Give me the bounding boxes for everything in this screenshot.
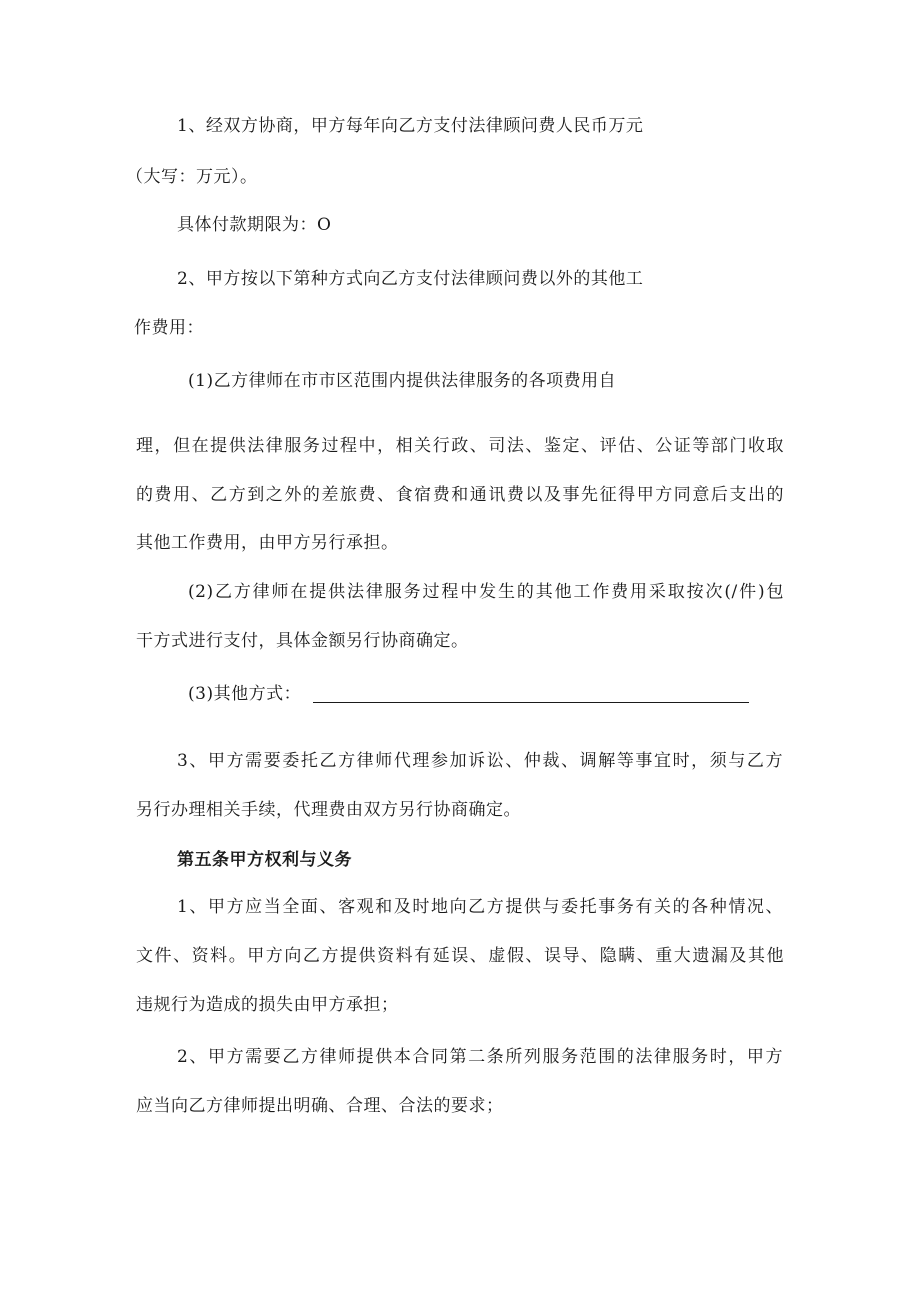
other-method-blank-line	[313, 702, 749, 703]
fee-item-2-line-2: 作费用：	[134, 318, 204, 338]
option-1-line-4: 其他工作费用，由甲方另行承担。	[136, 533, 399, 553]
option-1-line-3: 的费用、乙方到之外的差旅费、食宿费和通讯费以及事先征得甲方同意后支出的	[136, 485, 784, 505]
article-5-item-2-line-1: 2、甲方需要乙方律师提供本合同第二条所列服务范围的法律服务时，甲方	[177, 1047, 783, 1067]
option-1-line-2: 理，但在提供法律服务过程中，相关行政、司法、鉴定、评估、公证等部门收取	[136, 436, 784, 456]
article-5-item-1-line-3: 违规行为造成的损失由甲方承担；	[136, 995, 399, 1015]
article-5-item-1-line-2: 文件、资料。甲方向乙方提供资料有延误、虚假、误导、隐瞒、重大遗漏及其他	[136, 946, 784, 966]
option-2-line-2: 干方式进行支付，具体金额另行协商确定。	[136, 631, 469, 651]
option-2-line-1: (2)乙方律师在提供法律服务过程中发生的其他工作费用采取按次(/件)包	[188, 582, 784, 602]
payment-term: 具体付款期限为：O	[177, 215, 332, 235]
fee-item-2-line-1: 2、甲方按以下第种方式向乙方支付法律顾问费以外的其他工	[177, 269, 644, 289]
fee-item-3-line-2: 另行办理相关手续，代理费由双方另行协商确定。	[136, 800, 521, 820]
article-5-item-2-line-2: 应当向乙方律师提出明确、合理、合法的要求；	[136, 1096, 504, 1116]
article-5-heading: 第五条甲方权利与义务	[177, 850, 352, 870]
fee-item-1-line-2: （大写：万元）。	[126, 167, 258, 187]
fee-item-1-line-1: 1、经双方协商，甲方每年向乙方支付法律顾问费人民币万元	[177, 116, 644, 136]
fee-item-3-line-1: 3、甲方需要委托乙方律师代理参加诉讼、仲裁、调解等事宜时，须与乙方	[177, 751, 783, 771]
option-3-label: (3)其他方式：	[188, 684, 302, 704]
option-1-line-1: (1)乙方律师在市市区范围内提供法律服务的各项费用自	[188, 371, 617, 391]
article-5-item-1-line-1: 1、甲方应当全面、客观和及时地向乙方提供与委托事务有关的各种情况、	[177, 897, 783, 917]
